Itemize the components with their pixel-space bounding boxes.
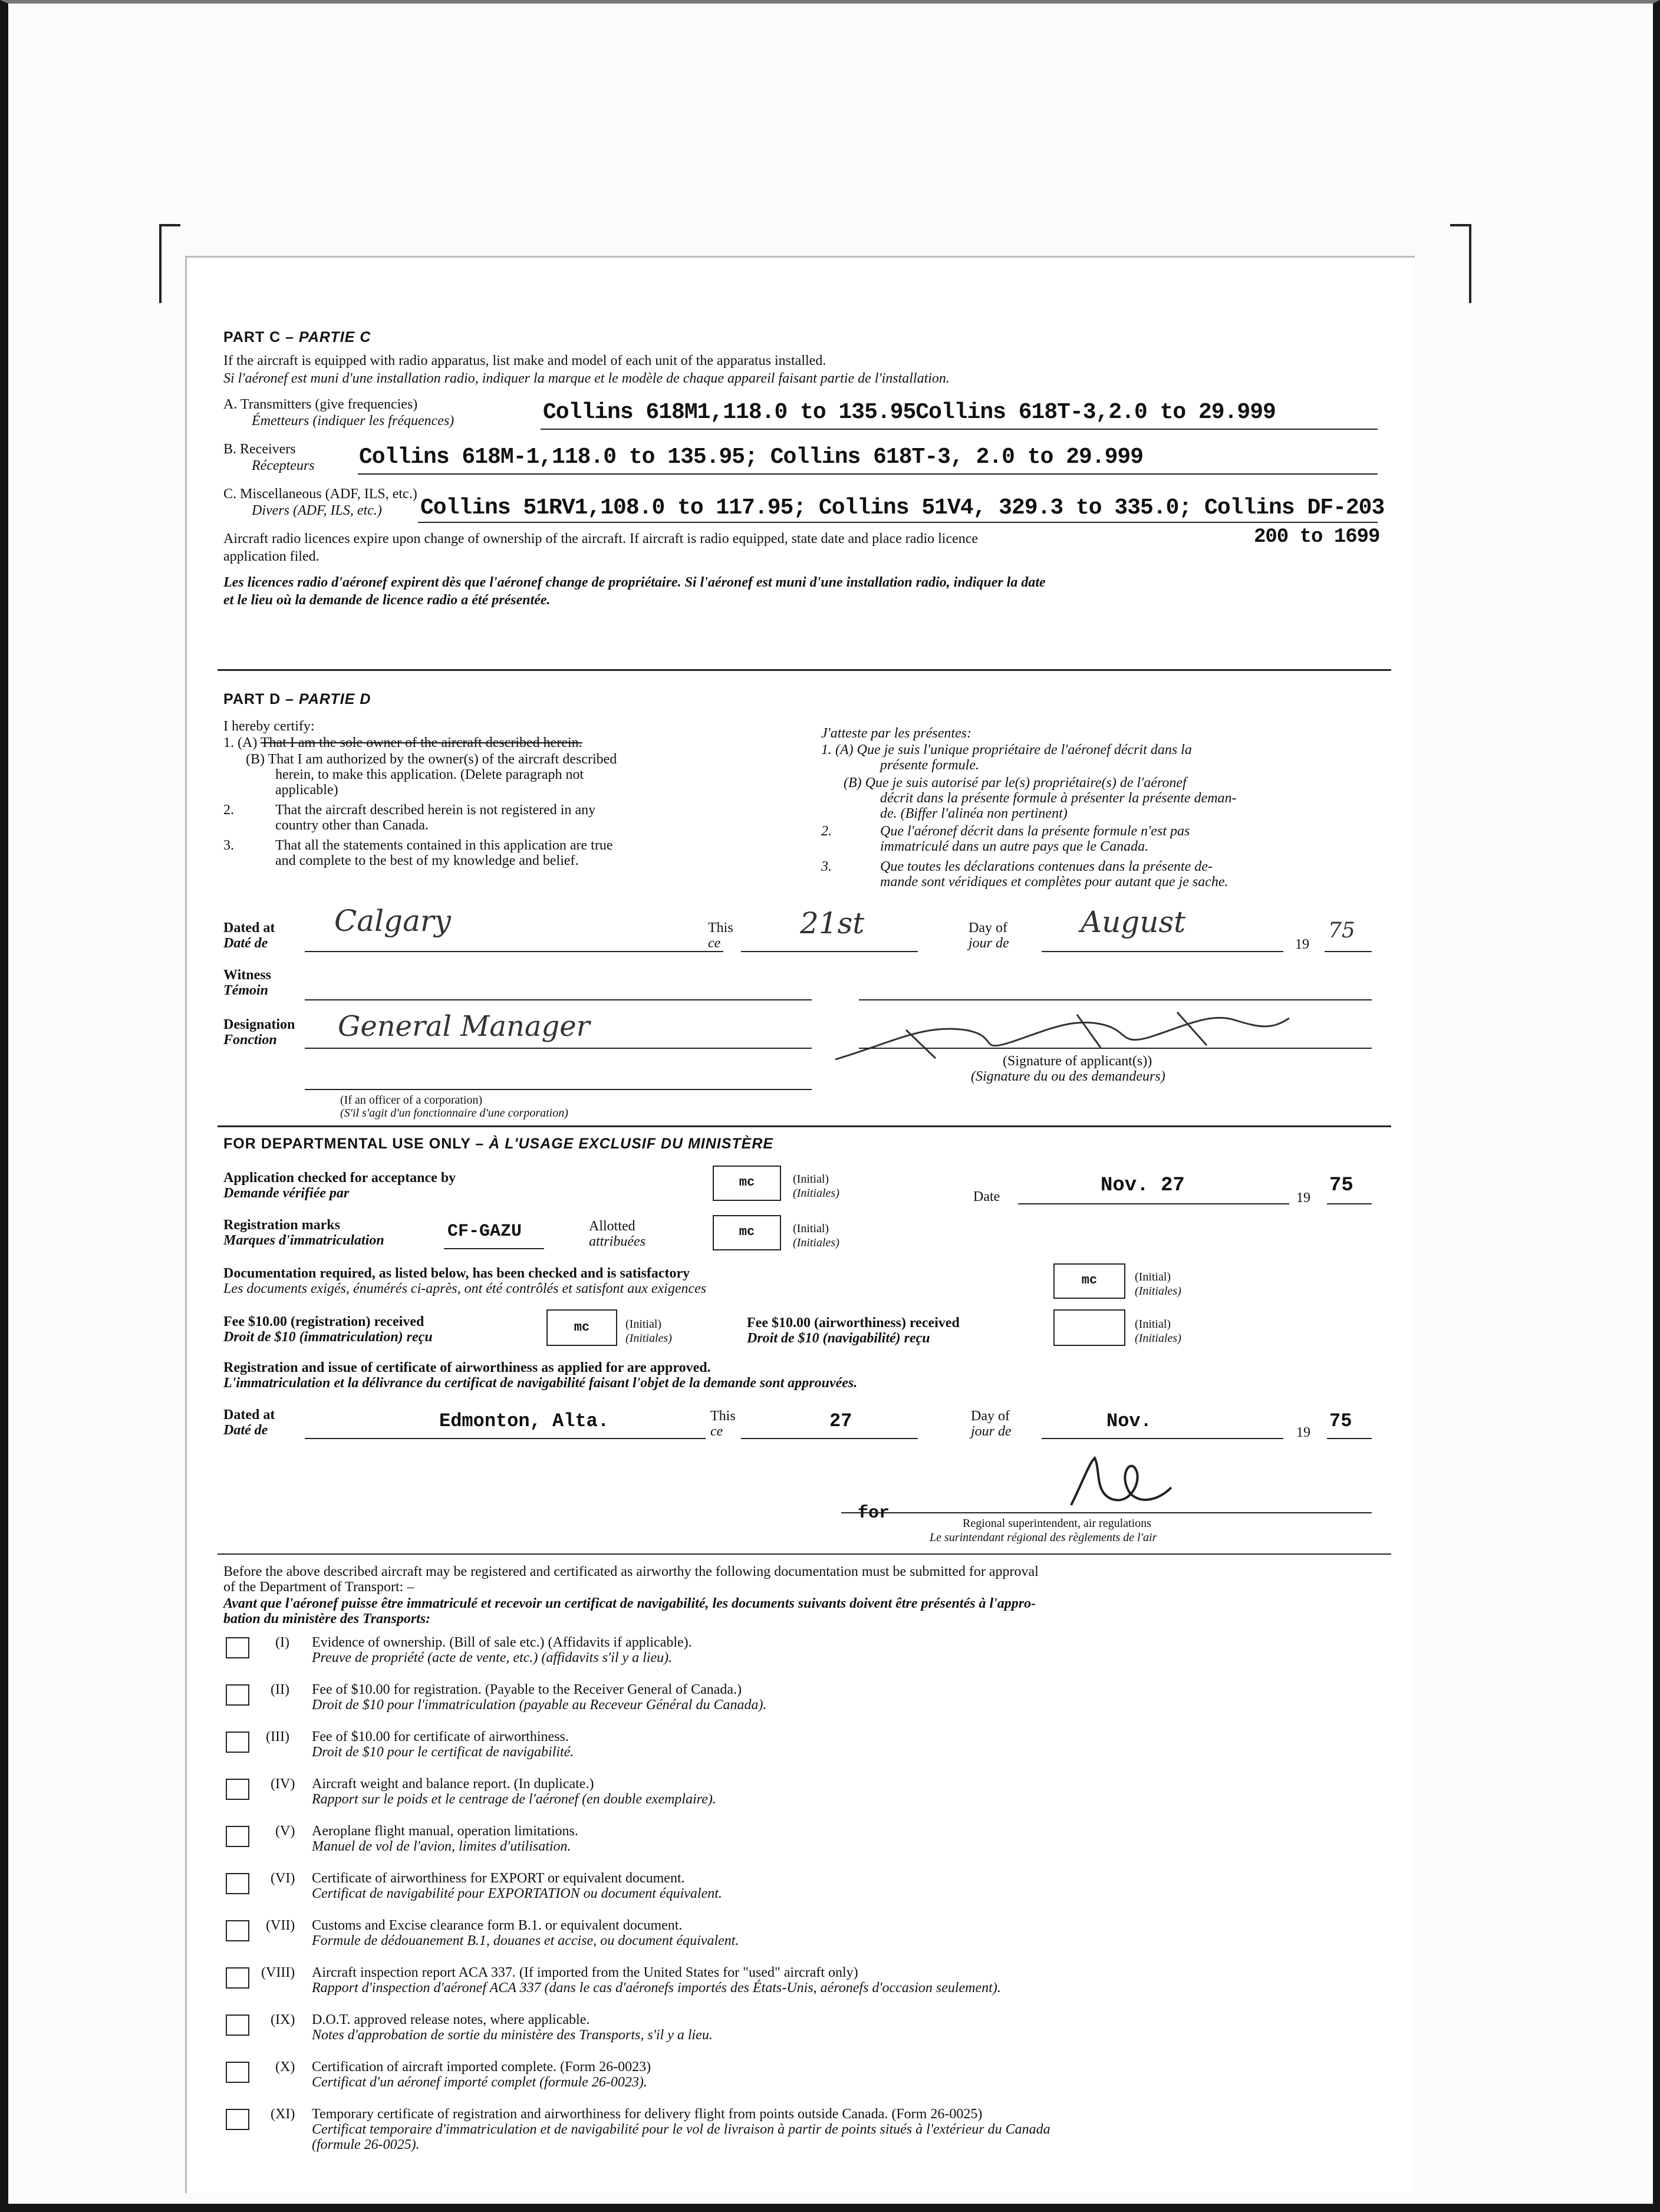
witness-label-fr: Témoin	[223, 983, 268, 998]
dated-at-label: Dated at	[223, 920, 275, 936]
requirement-number: (I)	[275, 1635, 289, 1650]
licence-note-2: application filed.	[223, 549, 320, 564]
initial-caption-3: (Initial)	[1135, 1270, 1171, 1283]
issued-year-line	[1327, 1438, 1372, 1439]
requirement-text: Temporary certificate of registration and airworthiness for delivery flight from points outside Canada. (Form 26-0025)	[312, 2106, 983, 2122]
superintendent-caption-fr: Le surintendant régional des règlements de l'air	[930, 1531, 1157, 1544]
reg-marks-initial-box[interactable]: mc	[713, 1215, 781, 1250]
initial-caption-5: (Initial)	[1135, 1318, 1171, 1331]
requirement-text-fr: Preuve de propriété (acte de vente, etc.) (affidavits s'il y a lieu).	[312, 1650, 673, 1665]
initial-caption-fr-4: (Initiales)	[625, 1332, 672, 1345]
designation-label: Designation	[223, 1017, 295, 1032]
certify-1b-fr-2: décrit dans la présente formule à présenter la présente deman-	[880, 791, 1237, 806]
certify-1a-fr: 1. (A) Que je suis l'unique propriétaire de l'aéronef décrit dans la	[821, 742, 1192, 758]
issued-this-label-fr: ce	[710, 1424, 723, 1439]
requirements-intro-fr: Avant que l'aéronef puisse être immatriculé et recevoir un certificat de navigabilité, les documents suivants doivent être présentés à l'appro-	[223, 1596, 1036, 1611]
fee-reg-label-fr: Droit de $10 (immatriculation) reçu	[223, 1329, 433, 1345]
officer-line	[305, 1089, 812, 1090]
form-sheet	[185, 256, 1415, 2193]
misc-label-fr: Divers (ADF, ILS, etc.)	[252, 503, 382, 518]
transmitters-label-fr: Émetteurs (indiquer les fréquences)	[252, 413, 454, 429]
misc-value-continued[interactable]: 200 to 1699	[1254, 526, 1380, 548]
requirement-text: Certificate of airworthiness for EXPORT or equivalent document.	[312, 1871, 685, 1886]
certify-3-text: That all the statements contained in this application are true	[275, 838, 613, 853]
day-of-label: Day of	[969, 920, 1007, 936]
requirement-checkbox[interactable]	[226, 1732, 249, 1753]
date-label: Date	[973, 1189, 1000, 1204]
reg-marks-label-fr: Marques d'immatriculation	[223, 1233, 384, 1248]
witness-line-2[interactable]	[859, 999, 1372, 1000]
certify-1b-fr: (B) Que je suis autorisé par le(s) propriétaire(s) de l'aéronef	[844, 775, 1187, 791]
day-value[interactable]: 21st	[800, 906, 865, 940]
checked-label-fr: Demande vérifiée par	[223, 1186, 350, 1201]
certify-intro: I hereby certify:	[223, 719, 315, 734]
designation-value[interactable]: General Manager	[338, 1010, 590, 1043]
requirement-text-fr: Certificat d'un aéronef importé complet (formule 26-0023).	[312, 2075, 647, 2090]
allotted-label: Allotted	[589, 1219, 635, 1234]
issued-year-prefix: 19	[1296, 1425, 1310, 1440]
requirement-text-fr: Droit de $10 pour l'immatriculation (payable au Receveur Général du Canada).	[312, 1697, 767, 1713]
year-prefix: 19	[1295, 937, 1309, 952]
initial-caption-fr-3: (Initiales)	[1135, 1285, 1181, 1298]
divider	[218, 669, 1391, 671]
requirement-checkbox[interactable]	[226, 1873, 249, 1894]
certify-1b-fr-3: de. (Biffer l'alinéa non pertinent)	[880, 806, 1068, 821]
transmitters-label: A. Transmitters (give frequencies)	[223, 397, 418, 412]
fee-reg-label: Fee $10.00 (registration) received	[223, 1314, 424, 1329]
this-label: This	[708, 920, 733, 936]
initial-caption-2: (Initial)	[793, 1222, 829, 1235]
reg-marks-value[interactable]: CF-GAZU	[447, 1222, 522, 1242]
certify-3-fr-text-2: mande sont véridiques et complètes pour autant que je sache.	[880, 874, 1228, 890]
requirement-text: Fee of $10.00 for certificate of airworthiness.	[312, 1729, 569, 1744]
certify-1b-2: herein, to make this application. (Delete paragraph not	[275, 767, 584, 782]
issued-month-line	[1042, 1438, 1283, 1439]
dated-at-line	[305, 951, 723, 952]
fee-aw-initial-box[interactable]	[1053, 1309, 1125, 1346]
certify-3: 3.	[223, 838, 234, 853]
requirement-checkbox[interactable]	[226, 2015, 249, 2036]
reg-marks-line	[444, 1248, 544, 1249]
documentation-label-fr: Les documents exigés, énumérés ci-après, ont été contrôlés et satisfont aux exigences	[223, 1281, 707, 1296]
certify-intro-fr: J'atteste par les présentes:	[821, 726, 972, 741]
part-c-instruction-fr: Si l'aéronef est muni d'une installation radio, indiquer la marque et le modèle de chaque appareil faisant partie de l'installation.	[223, 371, 950, 386]
issued-at-label: Dated at	[223, 1407, 275, 1423]
initial-caption-4: (Initial)	[625, 1318, 662, 1331]
requirement-text: Customs and Excise clearance form B.1. or equivalent document.	[312, 1918, 683, 1933]
divider-3	[218, 1553, 1391, 1555]
requirement-number: (VII)	[266, 1918, 295, 1933]
reg-marks-label: Registration marks	[223, 1217, 340, 1233]
requirements-intro: Before the above described aircraft may be registered and certificated as airworthy the following documentation must be submitted for approval	[223, 1564, 1039, 1579]
year-value[interactable]: 75	[1328, 919, 1355, 943]
superintendent-line	[841, 1512, 1372, 1513]
requirement-checkbox[interactable]	[226, 1967, 249, 1989]
year-line	[1325, 951, 1372, 952]
designation-label-fr: Fonction	[223, 1032, 277, 1048]
requirement-checkbox[interactable]	[226, 1920, 249, 1941]
requirement-text-fr: Formule de dédouanement B.1, douanes et accise, ou document équivalent.	[312, 1933, 739, 1948]
requirement-text: Certification of aircraft imported complete. (Form 26-0023)	[312, 2059, 651, 2075]
issued-at-label-fr: Daté de	[223, 1423, 268, 1438]
misc-line	[418, 522, 1378, 523]
requirement-checkbox[interactable]	[226, 1779, 249, 1800]
certify-1a-fr-2: présente formule.	[880, 758, 979, 773]
requirement-text-fr: Droit de $10 pour le certificat de navigabilité.	[312, 1744, 574, 1760]
receivers-label: B. Receivers	[223, 442, 296, 457]
receivers-line	[358, 473, 1378, 475]
requirement-number: (IX)	[271, 2012, 295, 2027]
requirements-intro-2: of the Department of Transport: –	[223, 1579, 414, 1595]
date-year-line	[1327, 1203, 1372, 1204]
receivers-label-fr: Récepteurs	[252, 458, 315, 473]
certify-2-fr: 2.	[821, 824, 832, 839]
issued-day-line	[741, 1438, 918, 1439]
requirement-text-fr: Rapport d'inspection d'aéronef ACA 337 (dans le cas d'aéronefs importés des États-Unis, aéronefs d'occasion seulement).	[312, 1980, 1001, 1996]
dated-at-label-fr: Daté de	[223, 936, 268, 951]
crop-mark-left	[159, 224, 180, 303]
requirement-text: D.O.T. approved release notes, where applicable.	[312, 2012, 590, 2027]
requirement-text-fr-2: (formule 26-0025).	[312, 2137, 420, 2152]
issued-at-value[interactable]: Edmonton, Alta.	[439, 1410, 610, 1432]
witness-line[interactable]	[305, 999, 812, 1000]
day-line	[741, 951, 918, 952]
officer-caption: (If an officer of a corporation)	[340, 1094, 483, 1107]
witness-label: Witness	[223, 967, 271, 983]
this-label-fr: ce	[708, 936, 721, 951]
crop-mark-right	[1450, 224, 1471, 303]
certify-3-fr-text: Que toutes les déclarations contenues dans la présente de-	[880, 859, 1213, 874]
requirement-number: (XI)	[271, 2106, 295, 2122]
superintendent-signature	[1059, 1446, 1177, 1511]
issued-dayof-label: Day of	[971, 1408, 1010, 1424]
misc-value[interactable]: Collins 51RV1,108.0 to 117.95; Collins 51V4, 329.3 to 335.0; Collins DF-203	[420, 495, 1385, 521]
documentation-label: Documentation required, as listed below, has been checked and is satisfactory	[223, 1266, 690, 1281]
requirement-text-fr: Certificat temporaire d'immatriculation et de navigabilité pour le vol de livraison à partir de points situés à l'extérieur du Canada	[312, 2122, 1050, 2137]
licence-note-fr: Les licences radio d'aéronef expirent dès que l'aéronef change de propriétaire. Si l'aéronef est muni d'une installation radio, indiquer la date	[223, 575, 1046, 590]
issued-at-line	[305, 1438, 706, 1439]
fee-aw-label-fr: Droit de $10 (navigabilité) reçu	[747, 1331, 930, 1346]
requirement-text-fr: Rapport sur le poids et le centrage de l'aéronef (en double exemplaire).	[312, 1792, 716, 1807]
requirement-text-fr: Manuel de vol de l'avion, limites d'utilisation.	[312, 1839, 571, 1854]
signature-caption: (Signature of applicant(s))	[1003, 1054, 1152, 1069]
initial-caption-fr-5: (Initiales)	[1135, 1332, 1181, 1345]
requirement-checkbox[interactable]	[226, 2109, 249, 2130]
transmitters-line	[541, 429, 1378, 430]
month-value[interactable]: August	[1081, 905, 1186, 939]
requirement-number: (III)	[266, 1729, 289, 1744]
requirement-text: Aircraft inspection report ACA 337. (If imported from the United States for "used" aircraft only)	[312, 1965, 858, 1980]
dept-heading: FOR DEPARTMENTAL USE ONLY – À L'USAGE EXCLUSIF DU MINISTÈRE	[223, 1135, 774, 1152]
certify-2: 2.	[223, 802, 234, 818]
certify-1b: (B) That I am authorized by the owner(s) of the aircraft described	[246, 752, 617, 767]
officer-caption-fr: (S'il s'agit d'un fonctionnaire d'une corporation)	[340, 1107, 568, 1120]
receivers-value[interactable]: Collins 618M-1,118.0 to 135.95; Collins 618T-3, 2.0 to 29.999	[359, 445, 1144, 470]
certify-2-text-2: country other than Canada.	[275, 818, 429, 833]
checked-label: Application checked for acceptance by	[223, 1170, 456, 1186]
checked-initial-box[interactable]: mc	[713, 1166, 781, 1201]
requirement-checkbox[interactable]	[226, 1826, 249, 1847]
approval-text: Registration and issue of certificate of airworthiness as applied for are approved.	[223, 1360, 711, 1375]
certify-3-fr: 3.	[821, 859, 832, 874]
requirement-text: Aeroplane flight manual, operation limitations.	[312, 1823, 578, 1839]
date-year[interactable]: 75	[1329, 1174, 1353, 1197]
fee-reg-initial-box[interactable]: mc	[546, 1309, 617, 1346]
issued-dayof-label-fr: jour de	[971, 1424, 1012, 1439]
requirement-number: (VIII)	[261, 1965, 295, 1980]
certify-1a: 1. (A) That I am the sole owner of the aircraft described herein.	[223, 735, 582, 750]
certify-2-fr-text-2: immatriculé dans un autre pays que le Canada.	[880, 839, 1149, 854]
issued-month-value[interactable]: Nov.	[1106, 1410, 1152, 1432]
documentation-initial-box[interactable]: mc	[1053, 1263, 1125, 1299]
certify-2-fr-text: Que l'aéronef décrit dans la présente formule n'est pas	[880, 824, 1190, 839]
requirement-text-fr: Notes d'approbation de sortie du ministère des Transports, s'il y a lieu.	[312, 2027, 713, 2043]
requirement-text-fr: Certificat de navigabilité pour EXPORTATION ou document équivalent.	[312, 1886, 722, 1901]
signature-caption-fr: (Signature du ou des demandeurs)	[971, 1069, 1165, 1084]
certify-3-text-2: and complete to the best of my knowledge and belief.	[275, 853, 579, 868]
approval-text-fr: L'immatriculation et la délivrance du certificat de navigabilité faisant l'objet de la demande sont approuvées.	[223, 1375, 858, 1391]
requirement-number: (VI)	[271, 1871, 295, 1886]
requirement-text: Aircraft weight and balance report. (In duplicate.)	[312, 1776, 594, 1792]
requirements-intro-fr-2: bation du ministère des Transports:	[223, 1611, 431, 1627]
requirement-text: Fee of $10.00 for registration. (Payable to the Receiver General of Canada.)	[312, 1682, 742, 1697]
dated-at-value[interactable]: Calgary	[334, 904, 452, 938]
date-year-prefix: 19	[1296, 1190, 1310, 1206]
date-value[interactable]: Nov. 27	[1101, 1174, 1185, 1197]
for-stamp: for	[858, 1503, 890, 1523]
part-d-heading: PART D – PARTIE D	[223, 691, 371, 707]
certify-1b-3: applicable)	[275, 782, 338, 798]
issued-year-value[interactable]: 75	[1329, 1410, 1352, 1432]
licence-note: Aircraft radio licences expire upon change of ownership of the aircraft. If aircraft is radio equipped, state date and place radio licence	[223, 531, 979, 547]
initial-caption-fr-2: (Initiales)	[793, 1236, 839, 1249]
part-c-instruction: If the aircraft is equipped with radio apparatus, list make and model of each unit of the apparatus installed.	[223, 353, 826, 368]
requirement-checkbox[interactable]	[226, 1684, 249, 1706]
fee-aw-label: Fee $10.00 (airworthiness) received	[747, 1315, 960, 1331]
issued-this-label: This	[710, 1408, 736, 1424]
month-line	[1042, 951, 1283, 952]
transmitters-value[interactable]: Collins 618M1,118.0 to 135.95Collins 618T-3,2.0 to 29.999	[543, 400, 1276, 425]
signature-line	[859, 1048, 1372, 1049]
designation-line	[305, 1048, 812, 1049]
issued-day-value[interactable]: 27	[829, 1410, 852, 1432]
day-of-label-fr: jour de	[969, 936, 1009, 951]
certify-2-text: That the aircraft described herein is not registered in any	[275, 802, 596, 818]
requirement-number: (IV)	[271, 1776, 295, 1792]
initial-caption-fr: (Initiales)	[793, 1187, 839, 1200]
date-line	[1018, 1203, 1289, 1204]
requirement-text: Evidence of ownership. (Bill of sale etc.) (Affidavits if applicable).	[312, 1635, 692, 1650]
requirement-number: (II)	[271, 1682, 289, 1697]
requirement-number: (X)	[275, 2059, 295, 2075]
requirement-checkbox[interactable]	[226, 2062, 249, 2083]
requirement-checkbox[interactable]	[226, 1637, 249, 1658]
divider-2	[218, 1125, 1391, 1127]
licence-note-fr-2: et le lieu où la demande de licence radio a été présentée.	[223, 592, 551, 608]
initial-caption: (Initial)	[793, 1173, 829, 1186]
requirement-number: (V)	[275, 1823, 295, 1839]
part-c-heading: PART C – PARTIE C	[223, 329, 371, 345]
superintendent-caption: Regional superintendent, air regulations	[963, 1517, 1151, 1530]
misc-label: C. Miscellaneous (ADF, ILS, etc.)	[223, 486, 417, 502]
allotted-label-fr: attribuées	[589, 1234, 645, 1249]
